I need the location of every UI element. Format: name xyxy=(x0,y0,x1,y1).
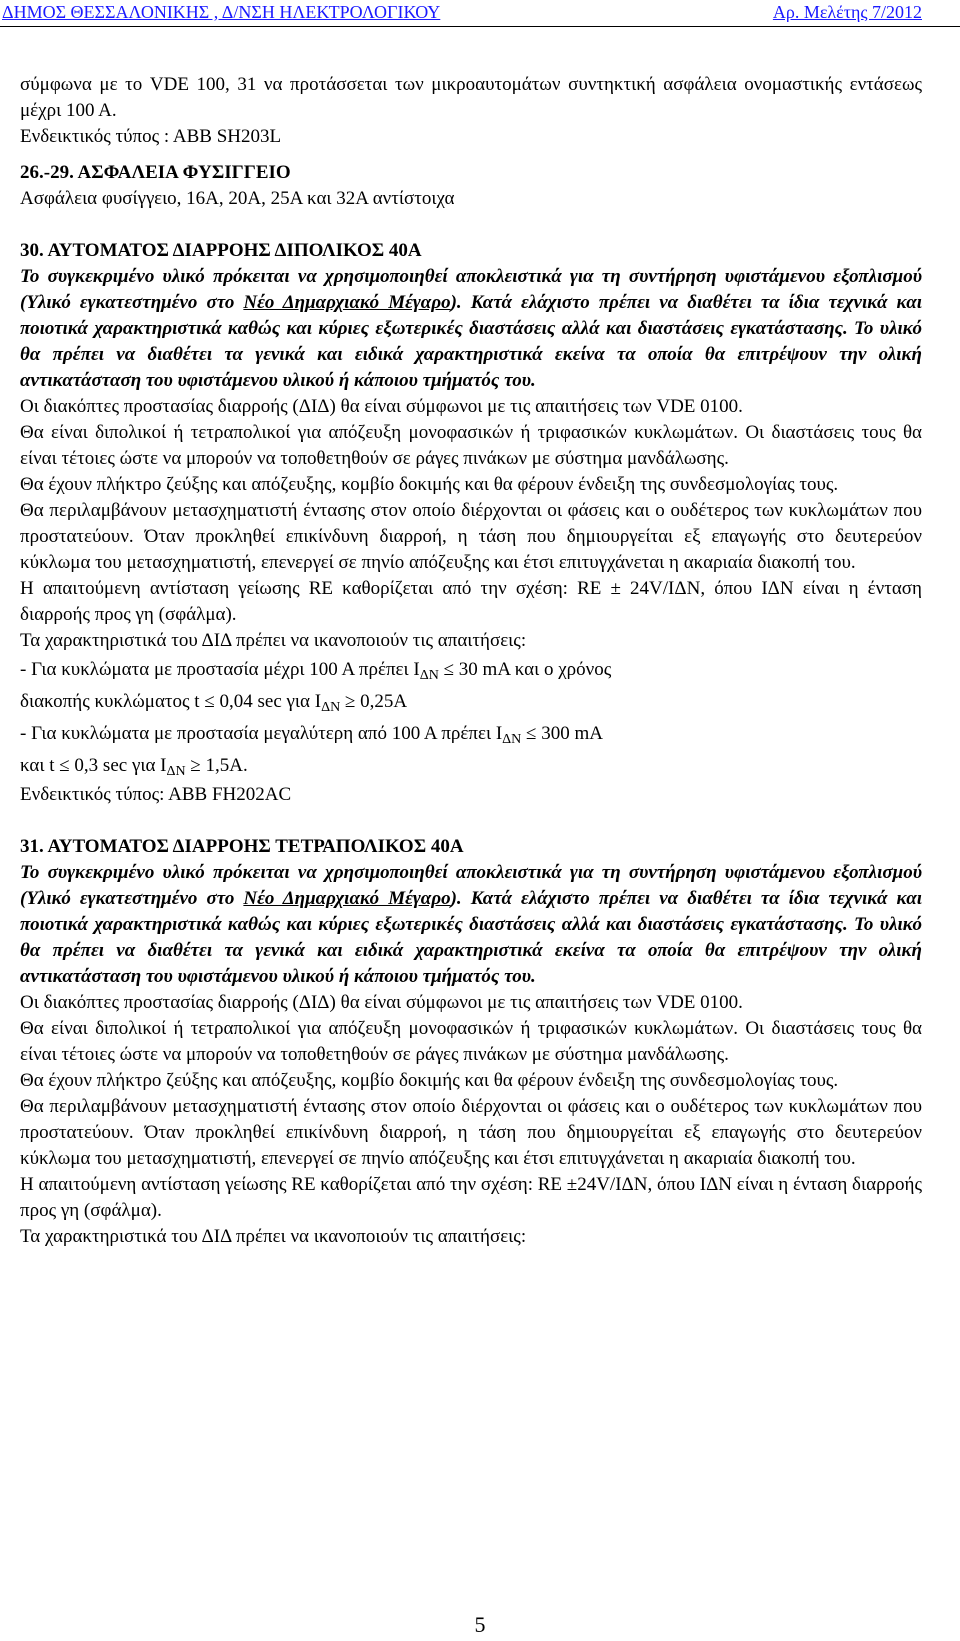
intro-paragraph: σύμφωνα με το VDE 100, 31 να προτάσσεται των μικροαυτομάτων συντηκτική ασφάλεια ονομαστικής εντάσεως μέχρι 100 Α. xyxy=(20,74,922,121)
header-study-number: Αρ. Μελέτης 7/2012 xyxy=(772,2,922,22)
section-30-p3: Θα έχουν πλήκτρο ζεύξης και απόζευξης, κομβίο δοκιμής και θα φέρουν ένδειξη της συνδεσμολογίας τους. xyxy=(20,474,839,495)
section-30-notice xyxy=(20,264,922,394)
document-body xyxy=(20,72,922,1250)
requirement-2: διακοπής κυκλώματος t ≤ 0,04 sec για $I_{\Delta N} \ge 0,25A$ xyxy=(20,691,408,715)
section-31-p1: Οι διακόπτες προστασίας διαρροής (ΔΙΔ) θα είναι σύμφωνοι με τις απαιτήσεις των VDE 0100. xyxy=(20,992,743,1013)
notice-text-a: Το συγκεκριμένο υλικό πρόκειται να χρησιμοποιηθεί αποκλειστικά για τη συντήρηση υφιστάμενου εξοπλισμού (Υλικό εγκατεστημένο στο xyxy=(20,862,922,909)
header-organization: ΔΗΜΟΣ ΘΕΣΣΑΛΟΝΙΚΗΣ , Δ/ΝΣΗ ΗΛΕΚΤΡΟΛΟΓΙΚΟΥ xyxy=(2,2,441,22)
section-29-text: Ασφάλεια φυσίγγειο, 16Α, 20Α, 25Α και 32Α αντίστοιχα xyxy=(20,188,455,209)
page-header xyxy=(0,0,960,27)
section-31-p2: Θα είναι διπολικοί ή τετραπολικοί για απόζευξη μονοφασικών ή τριφασικών κυκλωμάτων. Οι διαστάσεις τους θα είναι τέτοιες ώστε να μπορούν να τοποθετηθούν σε ράγες πινάκων με σύστημα μανδάλωσης. xyxy=(20,1018,922,1065)
section-29-title: 26.-29. ΑΣΦΑΛΕΙΑ ΦΥΣΙΓΓΕΙΟ xyxy=(20,162,291,183)
section-30-p2: Θα είναι διπολικοί ή τετραπολικοί για απόζευξη μονοφασικών ή τριφασικών κυκλωμάτων. Οι διαστάσεις τους θα είναι τέτοιες ώστε να μπορούν να τοποθετηθούν σε ράγες πινάκων με σύστημα μανδάλωσης. xyxy=(20,422,922,469)
section-31-notice xyxy=(20,860,922,990)
section-31-p4: Θα περιλαμβάνουν μετασχηματιστή έντασης στον οποίο διέρχονται οι φάσεις και ο ουδέτερος των κυκλωμάτων που προστατεύουν. Όταν προκληθεί επικίνδυνη διαρροή, η τάση που δημιουργείται εξ επαγωγής στο δευτερεύον κύκλωμα του μετασχηματιστή, επενεργεί σε πηνίο απόζευξης και έτσι επιτυγχάνεται η ακαριαία διακοπή του. xyxy=(20,1096,922,1169)
notice-text-b: ). Κατά ελάχιστο πρέπει να διαθέτει τα ίδια τεχνικά και ποιοτικά χαρακτηριστικά καθώς και κύριες εξωτερικές διαστάσεις αλλά και διαστάσεις εγκατάστασης. Το υλικό θα πρέπει να διαθέτει τα γενικά και ειδικά χαρακτηριστικά εκείνα τα οποία θα επιτρέψουν την ολική αντικατάσταση του υφιστάμενου υλικού ή κάποιου τμήματός του. xyxy=(20,888,922,987)
intro-type: Ενδεικτικός τύπος : ΑΒΒ SH203L xyxy=(20,126,282,147)
notice-location: Νέο Δημαρχιακό Μέγαρο xyxy=(243,888,451,909)
requirement-1: - Για κυκλώματα με προστασία μέχρι 100 Α πρέπει $I_{\Delta N} \le 30$ mA και ο χρόνος xyxy=(20,659,612,683)
section-31-p3: Θα έχουν πλήκτρο ζεύξης και απόζευξης, κομβίο δοκιμής και θα φέρουν ένδειξη της συνδεσμολογίας τους. xyxy=(20,1070,839,1091)
section-30-p1: Οι διακόπτες προστασίας διαρροής (ΔΙΔ) θα είναι σύμφωνοι με τις απαιτήσεις των VDE 0100. xyxy=(20,396,743,417)
section-31-p5: Η απαιτούμενη αντίσταση γείωσης RE καθορίζεται από την σχέση: RE ±24V/ΙΔΝ, όπου ΙΔΝ είναι η ένταση διαρροής προς γη (σφάλμα). xyxy=(20,1174,922,1221)
page-number: 5 xyxy=(474,1612,486,1637)
requirement-3: - Για κυκλώματα με προστασία μεγαλύτερη από 100 Α πρέπει $I_{\Delta N} \le 300$ mA xyxy=(20,723,603,747)
section-30-p6: Τα χαρακτηριστικά του ΔΙΔ πρέπει να ικανοποιούν τις απαιτήσεις: xyxy=(20,630,527,651)
section-30-p5: Η απαιτούμενη αντίσταση γείωσης RE καθορίζεται από την σχέση: RE ± 24V/ΙΔΝ, όπου ΙΔΝ είναι η ένταση διαρροής προς γη (σφάλμα). xyxy=(20,578,922,625)
section-31-p6: Τα χαρακτηριστικά του ΔΙΔ πρέπει να ικανοποιούν τις απαιτήσεις: xyxy=(20,1226,527,1247)
section-30-p4: Θα περιλαμβάνουν μετασχηματιστή έντασης στον οποίο διέρχονται οι φάσεις και ο ουδέτερος των κυκλωμάτων που προστατεύουν. Όταν προκληθεί επικίνδυνη διαρροή, η τάση που δημιουργείται εξ επαγωγής στο δευτερεύον κύκλωμα του μετασχηματιστή, επενεργεί σε πηνίο απόζευξης και έτσι επιτυγχάνεται η ακαριαία διακοπή του. xyxy=(20,500,922,573)
section-30-type: Ενδεικτικός τύπος: ΑΒΒ FH202AC xyxy=(20,784,292,805)
notice-text-b: ). Κατά ελάχιστο πρέπει να διαθέτει τα ίδια τεχνικά και ποιοτικά χαρακτηριστικά καθώς και κύριες εξωτερικές διαστάσεις αλλά και διαστάσεις εγκατάστασης. Το υλικό θα πρέπει να διαθέτει τα γενικά και ειδικά χαρακτηριστικά εκείνα τα οποία θα επιτρέψουν την ολική αντικατάσταση του υφιστάμενου υλικού ή κάποιου τμήματός του. xyxy=(20,292,922,391)
section-31-title: 31. ΑΥΤΟΜΑΤΟΣ ΔΙΑΡΡΟΗΣ ΤΕΤΡΑΠΟΛΙΚΟΣ 40Α xyxy=(20,836,464,857)
requirement-4: και t ≤ 0,3 sec για $I_{\Delta N} \ge 1,5A$. xyxy=(20,755,248,779)
notice-text-a: Το συγκεκριμένο υλικό πρόκειται να χρησιμοποιηθεί αποκλειστικά για τη συντήρηση υφιστάμενου εξοπλισμού (Υλικό εγκατεστημένο στο xyxy=(20,266,922,313)
section-30-title: 30. ΑΥΤΟΜΑΤΟΣ ΔΙΑΡΡΟΗΣ ΔΙΠΟΛΙΚΟΣ 40Α xyxy=(20,240,422,261)
notice-location: Νέο Δημαρχιακό Μέγαρο xyxy=(243,292,451,313)
